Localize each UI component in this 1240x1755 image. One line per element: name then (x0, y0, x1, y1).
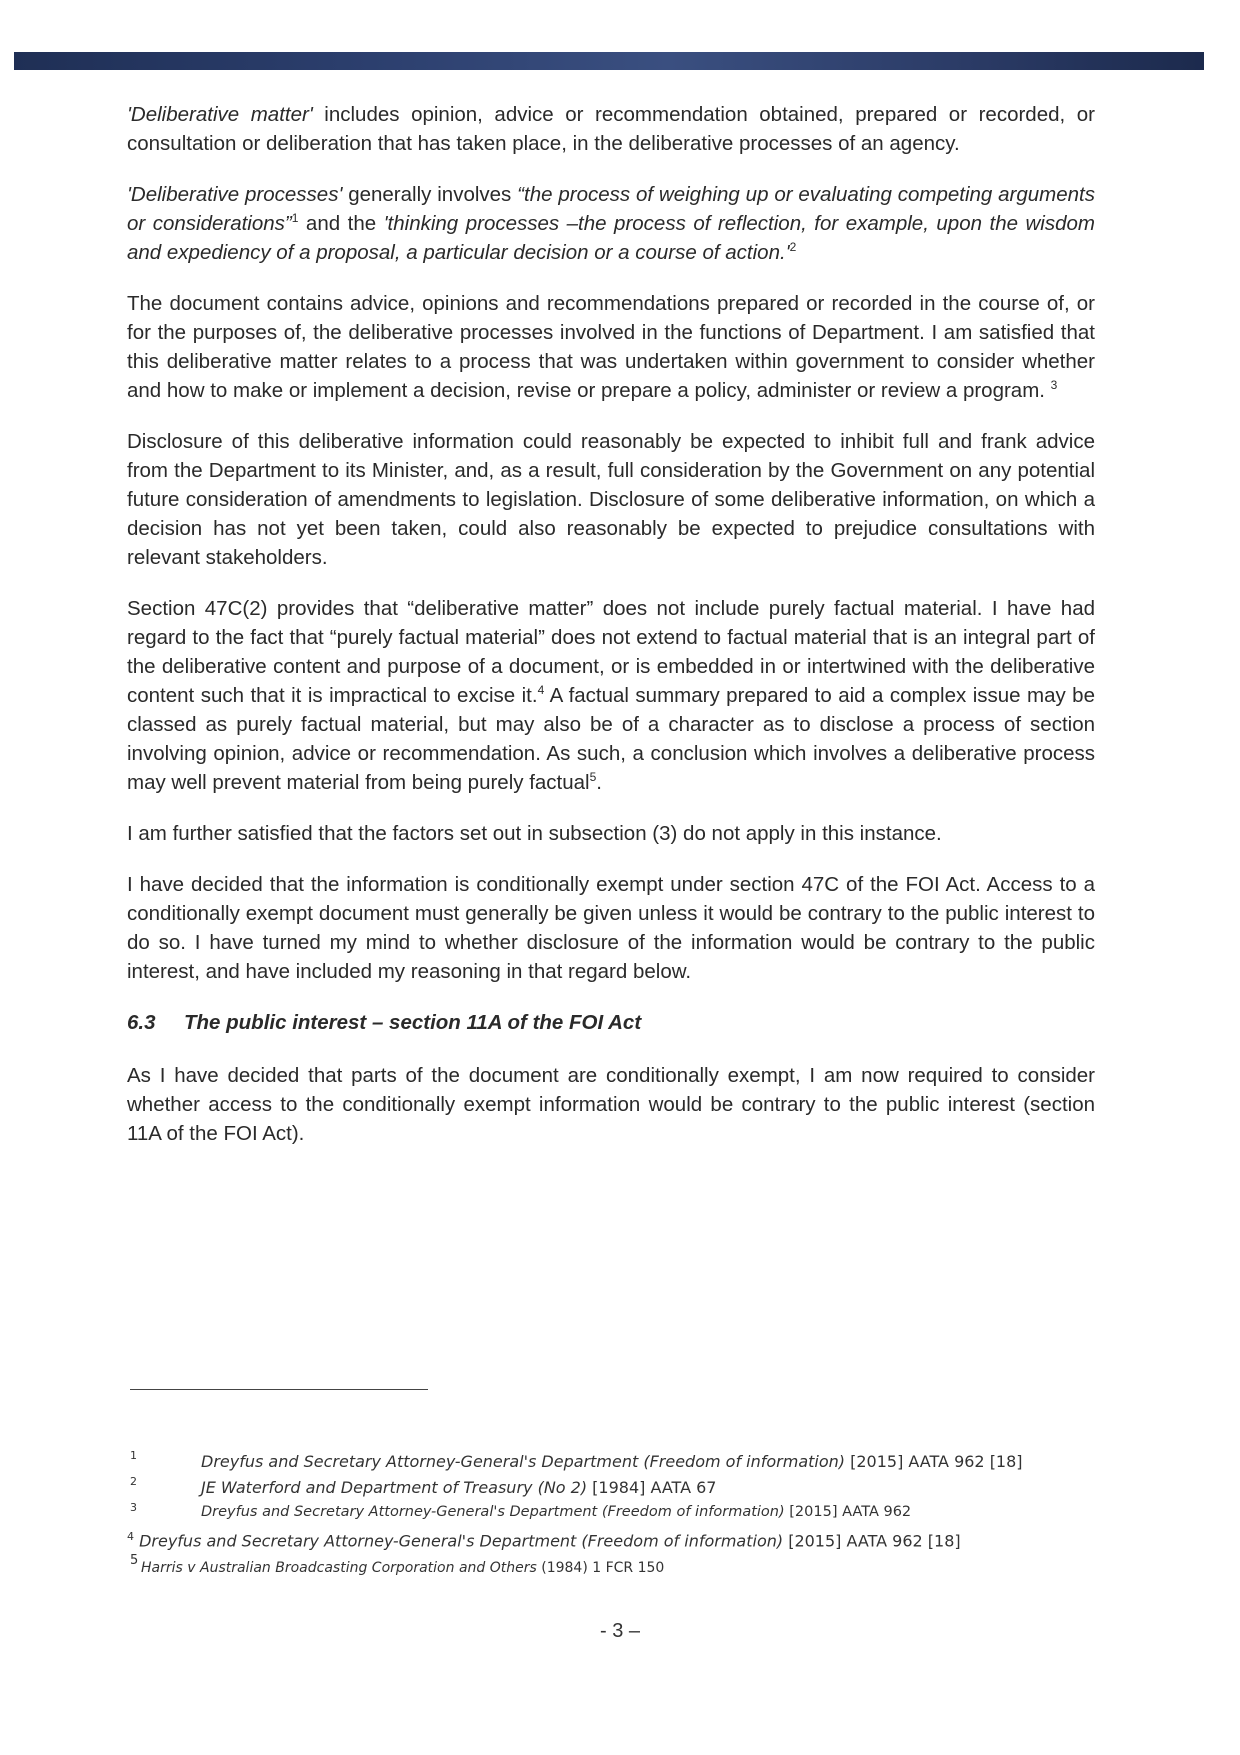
paragraph-text: As I have decided that parts of the document are conditionally exempt, I am now required to consider whether access to the conditionally exempt information would be contrary to the public interest (section 11A of the FOI Act). (127, 1064, 1095, 1145)
footnote-1 (127, 1449, 1107, 1478)
footnote-ref-3[interactable]: 3 (1050, 378, 1058, 393)
footnote-text (201, 1452, 1023, 1471)
case-citation: [2015] AATA 962 [18] (783, 1531, 961, 1551)
section-title: The public interest – section 11A of the FOI Act (184, 1011, 642, 1034)
case-title: Harris v Australian Broadcasting Corporation and Others (141, 1560, 537, 1576)
paragraph-public-interest (127, 1061, 1095, 1148)
footnote-mark: 1 (130, 1449, 137, 1462)
paragraph-text: . (596, 771, 602, 794)
paragraph-text: generally involves (342, 183, 518, 206)
page-number: - 3 – (599, 1620, 641, 1642)
paragraph-decision (127, 870, 1095, 986)
paragraph-deliberative-matter (127, 100, 1095, 158)
case-citation: [2015] AATA 962 [18] (845, 1452, 1023, 1471)
header-bar (14, 52, 1204, 70)
footnote-2 (127, 1475, 1107, 1504)
footnote-mark: 5 (130, 1553, 139, 1568)
footnote-text (201, 1478, 716, 1497)
case-title: JE Waterford and Department of Treasury (No 2) (201, 1478, 588, 1497)
paragraph-deliberative-processes (127, 180, 1095, 267)
footnote-4 (127, 1530, 1107, 1556)
paragraph-disclosure (127, 427, 1095, 572)
case-title: Dreyfus and Secretary Attorney-General's Department (Freedom of information) (134, 1531, 784, 1551)
footnote-ref-4[interactable]: 4 (537, 683, 545, 698)
footnote-mark: 3 (130, 1501, 137, 1514)
case-citation: [1984] AATA 67 (587, 1478, 717, 1497)
case-title: Dreyfus and Secretary Attorney-General's Department (Freedom of information) (201, 1452, 846, 1471)
paragraph-section-47c2 (127, 594, 1095, 797)
footnote-3 (127, 1501, 1107, 1530)
footnote-divider (130, 1389, 428, 1390)
footnotes (127, 1449, 1107, 1582)
section-number: 6.3 (127, 1011, 156, 1034)
paragraph-document-contains (127, 289, 1095, 405)
paragraph-further-satisfied (127, 819, 1095, 848)
term-deliberative-matter: 'Deliberative matter' (127, 103, 313, 126)
footnote-ref-2[interactable]: 2 (789, 240, 797, 255)
section-heading (127, 1008, 1095, 1037)
quote-weighing-up: “the process of weighing up or evaluating competing arguments or considerations” (127, 183, 1096, 235)
case-citation: [2015] AATA 962 (784, 1504, 912, 1520)
footnote-text (127, 1530, 961, 1550)
paragraph-text: I have decided that the information is conditionally exempt under section 47C of the FOI Act. Access to a conditionally exempt document must generally be given unless it would be contrary to the public interest to do so. I have turned my mind to whether disclosure of the information would be contrary to the public interest, and have included my reasoning in that regard below. (127, 873, 1095, 983)
paragraph-text: and the (298, 212, 384, 235)
paragraph-text: A factual summary prepared to aid a complex issue may be classed as purely factual material, but may also be of a character as to disclose a process of section involving opinion, advice or recommendation. As such, a conclusion which involves a deliberative process may well prevent material from being purely factual (127, 684, 1095, 794)
paragraph-text: Disclosure of this deliberative information could reasonably be expected to inhibit full and frank advice from the Department to its Minister, and, as a result, full consideration by the Government on any potential future consideration of amendments to legislation. Disclosure of some deliberative information, on which a decision has not yet been taken, could also reasonably be expected to prejudice consultations with relevant stakeholders. (127, 430, 1095, 569)
footnote-5 (127, 1553, 1107, 1582)
footnote-text (201, 1504, 911, 1520)
document-body (127, 100, 1095, 1170)
paragraph-text: Section 47C(2) provides that “deliberative matter” does not include purely factual material. I have had regard to the fact that “purely factual material” does not extend to factual material that is an integral part of the deliberative content and purpose of a document, or is embedded in or intertwined with the deliberative content such that it is impractical to excise it. (127, 597, 1095, 707)
case-citation: (1984) 1 FCR 150 (536, 1560, 665, 1576)
footnote-ref-5[interactable]: 5 (589, 770, 597, 785)
footnote-ref-1[interactable]: 1 (291, 211, 299, 226)
paragraph-text: I am further satisfied that the factors set out in subsection (3) do not apply in this instance. (127, 822, 942, 845)
footnote-mark: 4 (127, 1530, 134, 1543)
paragraph-text: includes opinion, advice or recommendation obtained, prepared or recorded, or consultation or deliberation that has taken place, in the deliberative processes of an agency. (127, 103, 1095, 155)
case-title: Dreyfus and Secretary Attorney-General's Department (Freedom of information) (201, 1504, 785, 1520)
term-deliberative-processes: 'Deliberative processes' (127, 183, 343, 206)
footnote-mark: 2 (130, 1475, 137, 1488)
quote-thinking-processes: 'thinking processes –the process of reflection, for example, upon the wisdom and expediency of a proposal, a particular decision or a course of action.' (127, 212, 1095, 264)
footnote-text (141, 1560, 664, 1576)
paragraph-text: The document contains advice, opinions and recommendations prepared or recorded in the course of, or for the purposes of, the deliberative processes involved in the functions of Department. I am satisfied that this deliberative matter relates to a process that was undertaken within government to consider whether and how to make or implement a decision, revise or prepare a policy, administer or review a program. (127, 292, 1095, 402)
